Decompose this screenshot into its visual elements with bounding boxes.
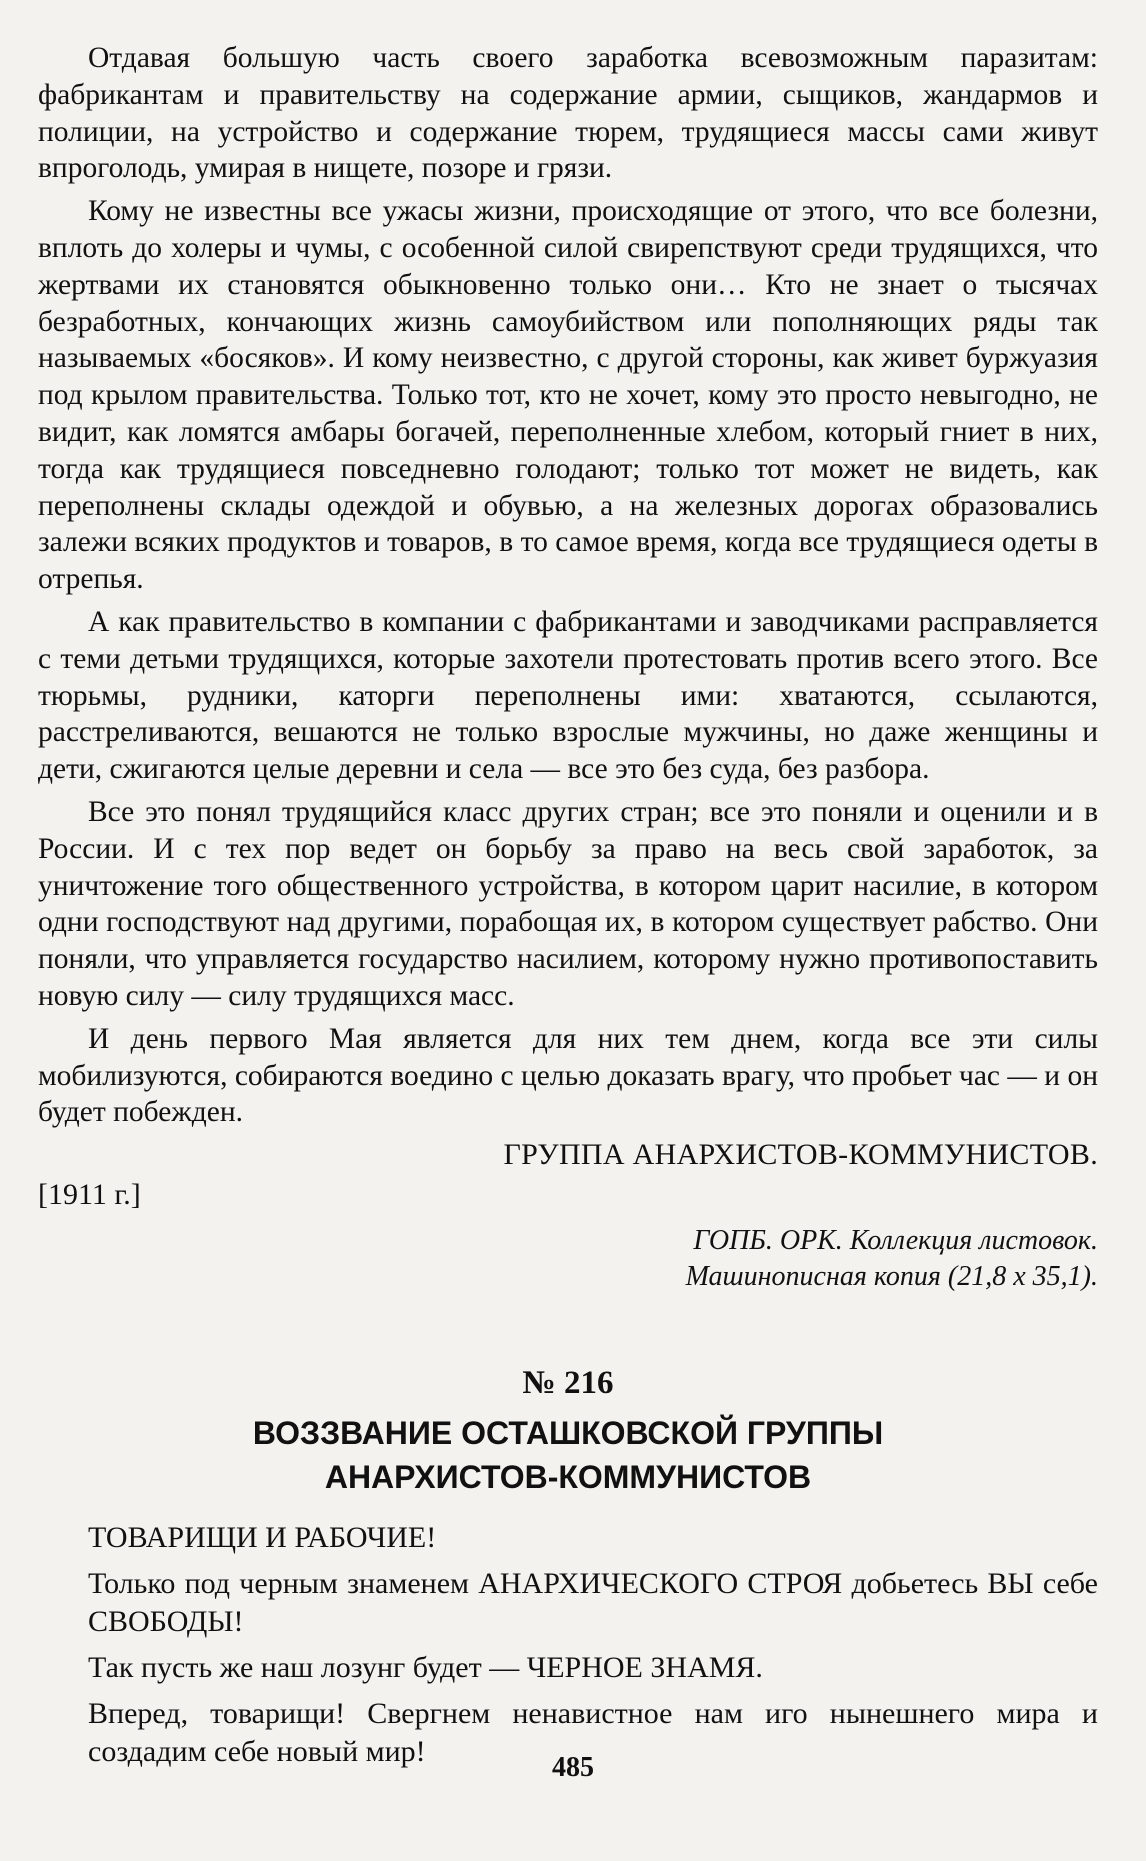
document-number: № 216 (522, 1365, 614, 1402)
body-paragraph-5: И день первого Мая является для них тем днем, когда все эти силы мобилизуются, собираются воедино с целью доказать врагу, что пробьет час — и он будет побежден. (38, 1022, 1098, 1129)
body-paragraph-2: Кому не известны все ужасы жизни, происходящие от этого, что все болезни, вплоть до холеры и чумы, с особенной силой свирепствуют среди трудящихся, что жертвами их становятся обыкновенно только они… Кто не знает о тысячах безработных, кончающих жизнь самоубийством или пополняющих ряды так называемых «босяков». И кому неизвестно, с другой стороны, как живет буржуазия под крылом правительства. Только тот, кто не хочет, кому это просто невыгодно, не видит, как ломятся амбары богачей, переполненные хлебом, который гниет в них, тогда как трудящиеся повседневно голодают; только тот может не видеть, как переполнены склады одеждой и обувью, а на железных дорогах образовались залежи всяких продуктов и товаров, в то самое время, когда все трудящиеся одеты в отрепья. (38, 195, 1098, 596)
appeal-line-1: Только под черным знаменем АНАРХИЧЕСКОГО СТРОЯ добьетесь ВЫ себе СВОБОДЫ! (88, 1567, 1098, 1639)
appeal-line-2: Так пусть же наш лозунг будет — ЧЕРНОЕ ЗНАМЯ. (88, 1651, 763, 1685)
body-paragraph-1: Отдавая большую часть своего заработка всевозможным паразитам: фабрикантам и правительству на содержание армии, сыщиков, жандармов и полиции, на устройство и содержание тюрем, трудящиеся массы сами живут впроголодь, умирая в нищете, позоре и грязи. (38, 42, 1098, 185)
document-title-line-1: ВОЗЗВАНИЕ ОСТАШКОВСКОЙ ГРУППЫ (252, 1415, 884, 1452)
document-title-line-2: АНАРХИСТОВ-КОММУНИСТОВ (324, 1459, 812, 1496)
archive-reference (38, 1223, 1098, 1295)
archive-reference-line-2: Машинописная копия (21,8 х 35,1). (685, 1261, 1098, 1293)
archive-reference-line-1: ГОПБ. ОРК. Коллекция листовок. (693, 1225, 1098, 1257)
greeting: ТОВАРИЩИ И РАБОЧИЕ! (88, 1521, 437, 1555)
page-number: 485 (552, 1752, 594, 1783)
appeal-line-3: Вперед, товарищи! Свергнем ненавистное нам иго нынешнего мира и создадим себе новый мир! (88, 1697, 1098, 1769)
date-note: [1911 г.] (38, 1178, 141, 1212)
body-paragraph-3: А как правительство в компании с фабрикантами и заводчиками расправляется с теми детьми трудящихся, которые захотели протестовать против всего этого. Все тюрьмы, рудники, каторги переполнены ими: хватаются, ссылаются, расстреливаются, вешаются не только взрослые мужчины, но даже женщины и дети, сжигаются целые деревни и села — все это без суда, без разбора. (38, 605, 1098, 786)
body-paragraph-4: Все это понял трудящийся класс других стран; все это поняли и оценили и в России. И с тех пор ведет он борьбу за право на весь свой заработок, за уничтожение того общественного устройства, в котором царит насилие, в котором одни господствуют над другими, порабощая их, в котором существует рабство. Они поняли, что управляется государство насилием, которому нужно противопоставить новую силу — силу трудящихся масс. (38, 795, 1098, 1012)
document-title (38, 1411, 1098, 1499)
signature: ГРУППА АНАРХИСТОВ-КОММУНИСТОВ. (503, 1138, 1098, 1172)
